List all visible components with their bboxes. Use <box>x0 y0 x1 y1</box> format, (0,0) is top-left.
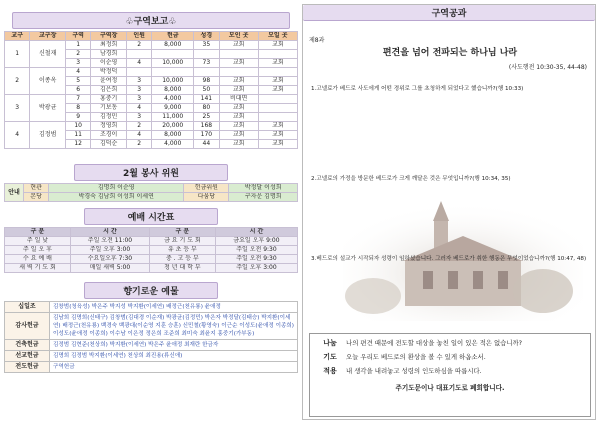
report-header-cell: 헌금 <box>152 32 194 41</box>
summary-prayer <box>316 353 586 362</box>
service-names-1: 김명희 이순영 <box>49 184 184 193</box>
offering-kind: 감사헌금 <box>5 313 50 340</box>
report-cell-offering: 10,000 <box>152 59 194 68</box>
apply-text: 내 생각을 내려놓고 성령의 인도하심을 따릅시다. <box>346 367 482 375</box>
report-cell-no: 3 <box>65 59 90 68</box>
report-cell-offering: 11,000 <box>152 113 194 122</box>
report-gyogu: 3 <box>5 95 30 122</box>
offering-row <box>5 340 298 351</box>
report-table <box>4 31 298 149</box>
report-cell-bible: 44 <box>194 140 219 149</box>
schedule-cell: 유 초 등 부 <box>149 246 215 255</box>
offering-kind: 십일조 <box>5 302 50 313</box>
report-row <box>5 41 298 50</box>
offering-row <box>5 313 298 340</box>
report-cell-next: 교회 <box>258 122 297 131</box>
schedule-cell: 주일 오후 3:00 <box>70 246 149 255</box>
report-cell-met: 교회 <box>219 140 258 149</box>
report-cell-name: 정영희 <box>91 122 127 131</box>
service-pos-1: 헌금위원 <box>184 184 229 193</box>
report-cell-count: 3 <box>126 95 151 104</box>
service-label: 안내 <box>5 184 24 202</box>
report-gyogu: 2 <box>5 68 30 95</box>
question-2: 2.고넬료의 가정을 방문한 베드로가 크게 깨달은 것은 무엇입니까?(행 10:34, 35) <box>311 176 511 182</box>
report-cell-name: 이순영 <box>91 59 127 68</box>
report-cell-met: 교회 <box>219 77 258 86</box>
report-cell-no: 6 <box>65 86 90 95</box>
report-cell-no: 1 <box>65 41 90 50</box>
report-cell-offering: 20,000 <box>152 122 194 131</box>
report-header-cell: 모일 곳 <box>258 32 297 41</box>
report-cell-no: 11 <box>65 131 90 140</box>
report-leader: 박광균 <box>30 95 66 122</box>
closing-text: 주기도문이나 대표기도로 폐회합니다. <box>395 384 505 392</box>
report-cell-offering: 4,000 <box>152 140 194 149</box>
report-header-cell: 인원 <box>126 32 151 41</box>
schedule-row <box>5 255 298 264</box>
report-cell-next: 교회 <box>258 140 297 149</box>
offering-row <box>5 362 298 373</box>
schedule-cell: 주 일 낮 <box>5 237 71 246</box>
schedule-cell: 중 . 고 등 부 <box>149 255 215 264</box>
report-cell-no: 4 <box>65 68 90 77</box>
report-cell-count: 4 <box>126 131 151 140</box>
schedule-cell: 금 요 기 도 회 <box>149 237 215 246</box>
share-text: 나의 편견 때문에 전도할 대상을 놓친 일이 있은 적은 없습니까? <box>346 339 523 347</box>
service-sub-1: 현관 <box>24 184 49 193</box>
report-cell-met: 교회 <box>219 104 258 113</box>
report-cell-offering: 8,000 <box>152 41 194 50</box>
prayer-text: 오늘 우리도 베드로의 환상을 볼 수 있게 하옵소서. <box>346 353 486 361</box>
report-cell-bible <box>194 68 219 77</box>
report-cell-met <box>219 50 258 59</box>
report-cell-met: 교회 <box>219 113 258 122</box>
lesson-ref: (사도행전 10:30-35, 44-48) <box>508 64 587 71</box>
report-cell-name: 김정민 <box>91 113 127 122</box>
report-cell-name: 김은희 <box>91 86 127 95</box>
report-cell-met: 비대면 <box>219 95 258 104</box>
service-table <box>4 183 298 202</box>
report-cell-offering <box>152 50 194 59</box>
report-cell-name: 박정덕 <box>91 68 127 77</box>
report-row <box>5 122 298 131</box>
service-pos-names-2: 구자운 김명희 <box>229 193 298 202</box>
report-cell-offering <box>152 68 194 77</box>
apply-label: 적용 <box>323 367 337 375</box>
report-cell-offering: 8,000 <box>152 131 194 140</box>
offering-names: 김정범 김현준(천상희) 박지환(이세연) 박은주 윤애정 최재란 한금자 <box>50 340 298 351</box>
share-label: 나눔 <box>323 339 337 347</box>
summary-apply <box>316 367 586 376</box>
report-cell-count: 3 <box>126 113 151 122</box>
report-cell-count: 4 <box>126 104 151 113</box>
report-cell-count <box>126 68 151 77</box>
report-cell-met: 교회 <box>219 59 258 68</box>
report-cell-count: 3 <box>126 86 151 95</box>
report-cell-bible: 141 <box>194 95 219 104</box>
report-header-cell: 구역 <box>65 32 90 41</box>
offering-section <box>4 282 298 373</box>
report-cell-count: 2 <box>126 140 151 149</box>
report-cell-met: 교회 <box>219 122 258 131</box>
report-cell-offering: 8,000 <box>152 86 194 95</box>
report-cell-bible: 35 <box>194 41 219 50</box>
report-cell-offering: 10,000 <box>152 77 194 86</box>
offering-names: 구역헌금 <box>50 362 298 373</box>
report-gyogu: 4 <box>5 122 30 149</box>
report-header-cell: 성경 <box>194 32 219 41</box>
service-title: 2월 봉사 위원 <box>74 164 228 181</box>
prayer-label: 기도 <box>323 353 337 361</box>
report-header-cell: 구역장 <box>91 32 127 41</box>
report-row <box>5 95 298 104</box>
schedule-cell: 주 일 오 후 <box>5 246 71 255</box>
schedule-table <box>4 227 298 273</box>
offering-kind: 건축헌금 <box>5 340 50 351</box>
schedule-cell: 금요일 오후 9:00 <box>215 237 297 246</box>
offering-names: 김명희 김정범 박지환(이세연) 천상희 최진용(류신애) <box>50 351 298 362</box>
report-cell-name: 최정희 <box>91 41 127 50</box>
schedule-header-cell: 구 분 <box>149 228 215 237</box>
report-cell-no: 7 <box>65 95 90 104</box>
report-cell-next <box>258 113 297 122</box>
report-header-cell: 교구 <box>5 32 30 41</box>
report-cell-offering: 9,000 <box>152 104 194 113</box>
report-cell-bible: 73 <box>194 59 219 68</box>
offering-kind: 선교헌금 <box>5 351 50 362</box>
report-leader: 신철재 <box>30 41 66 68</box>
report-cell-bible: 25 <box>194 113 219 122</box>
lesson-heading: 편견을 넘어 전파되는 하나님 나라 <box>382 48 518 58</box>
report-row <box>5 68 298 77</box>
schedule-cell: 주일 오후 3:00 <box>215 264 297 273</box>
report-cell-name: 남경희 <box>91 50 127 59</box>
report-cell-next: 교회 <box>258 59 297 68</box>
offering-row <box>5 351 298 362</box>
schedule-cell: 새 벽 기 도 회 <box>5 264 71 273</box>
report-cell-no: 5 <box>65 77 90 86</box>
report-cell-name: 김덕순 <box>91 140 127 149</box>
schedule-row <box>5 237 298 246</box>
schedule-cell: 주일 오전 9:30 <box>215 246 297 255</box>
report-header-cell: 교구장 <box>30 32 66 41</box>
report-cell-no: 12 <box>65 140 90 149</box>
offering-title: 향기로운 예물 <box>84 282 218 299</box>
question-1: 1.고넬료가 베드로 사도에게 어떤 경위로 그를 초청하게 되었다고 했습니까?(행 10:33) <box>311 86 524 92</box>
offering-row <box>5 302 298 313</box>
offering-names: 김남희 김명희(신태구) 김창범(김대경 이순재) 박광균(김정민) 박은자 박정달(김태승) 박지환(이세연) 배정근(천유룡) 백경숙 백광대(이순영 지훈 승훈) 신민철(황영숙) 이근순 이성도(윤애정 이종희) 이성도(윤애정 이종희) 이수남 이은정 정은희 조준희 최미숙 최윤지 홍중기(가부동) <box>50 313 298 340</box>
schedule-row <box>5 246 298 255</box>
report-cell-count: 4 <box>126 59 151 68</box>
report-cell-no: 2 <box>65 50 90 59</box>
report-cell-met <box>219 68 258 77</box>
service-sub-2: 본당 <box>24 193 49 202</box>
report-cell-name: 홍중기 <box>91 95 127 104</box>
report-cell-next <box>258 50 297 59</box>
schedule-cell: 청 년 대 학 부 <box>149 264 215 273</box>
schedule-cell: 수요일오후 7:30 <box>70 255 149 264</box>
report-cell-name: 윤여정 <box>91 77 127 86</box>
offering-kind: 전도헌금 <box>5 362 50 373</box>
service-names-2: 박경숙 김남희 이성희 이세연 <box>49 193 184 202</box>
schedule-cell: 수 요 예 배 <box>5 255 71 264</box>
report-cell-bible: 170 <box>194 131 219 140</box>
report-section <box>4 4 298 149</box>
report-cell-count <box>126 50 151 59</box>
schedule-cell: 주일 오전 9:30 <box>215 255 297 264</box>
lesson-summary-box <box>309 333 591 417</box>
service-pos-2: 다움당 <box>184 193 229 202</box>
report-cell-bible <box>194 50 219 59</box>
report-cell-name: 기보동 <box>91 104 127 113</box>
report-cell-bible: 168 <box>194 122 219 131</box>
report-cell-met: 교회 <box>219 41 258 50</box>
report-cell-next: 교회 <box>258 86 297 95</box>
report-title: ♧구역보고♧ <box>12 12 290 29</box>
report-cell-met: 교회 <box>219 86 258 95</box>
offering-table <box>4 301 298 373</box>
report-cell-no: 8 <box>65 104 90 113</box>
report-leader: 김정범 <box>30 122 66 149</box>
left-panel <box>4 4 298 420</box>
lesson-chapter: 제8과 <box>309 37 325 44</box>
report-cell-count: 2 <box>126 41 151 50</box>
report-cell-name: 조경이 <box>91 131 127 140</box>
report-cell-next: 교회 <box>258 77 297 86</box>
service-pos-names-1: 박정달 이성희 <box>229 184 298 193</box>
report-cell-bible: 50 <box>194 86 219 95</box>
report-cell-next: 교회 <box>258 41 297 50</box>
right-panel <box>302 4 596 420</box>
offering-names: 김창범(청육성) 박은주 박지성 박지환(이세연) 배정근(천유룡) 윤애정 <box>50 302 298 313</box>
schedule-section <box>4 208 298 273</box>
schedule-header-cell: 시 간 <box>215 228 297 237</box>
schedule-cell: 매일 새벽 5:00 <box>70 264 149 273</box>
question-3: 3.베드로의 설교가 시작되자 성령이 임하셨습니다. 그러자 베드로가 취한 행동은 무엇이었습니까?(행 10:47, 48) <box>311 256 587 262</box>
report-cell-bible: 98 <box>194 77 219 86</box>
report-cell-no: 9 <box>65 113 90 122</box>
report-cell-next <box>258 104 297 113</box>
schedule-row <box>5 264 298 273</box>
report-leader: 이종옥 <box>30 68 66 95</box>
summary-share <box>316 339 586 348</box>
schedule-title: 예배 시간표 <box>84 208 218 225</box>
report-cell-next <box>258 68 297 77</box>
report-cell-met: 교회 <box>219 131 258 140</box>
schedule-header-cell: 시 간 <box>70 228 149 237</box>
lesson-title: 구역공과 <box>303 5 595 21</box>
schedule-header-cell: 구 분 <box>5 228 71 237</box>
report-cell-no: 10 <box>65 122 90 131</box>
report-header-cell: 모인 곳 <box>219 32 258 41</box>
schedule-cell: 주일 오전 11:00 <box>70 237 149 246</box>
report-cell-next: 교회 <box>258 131 297 140</box>
report-cell-bible: 80 <box>194 104 219 113</box>
report-gyogu: 1 <box>5 41 30 68</box>
report-cell-count: 3 <box>126 77 151 86</box>
report-cell-next <box>258 95 297 104</box>
service-section <box>4 164 298 202</box>
report-cell-offering: 4,000 <box>152 95 194 104</box>
report-cell-count: 2 <box>126 122 151 131</box>
